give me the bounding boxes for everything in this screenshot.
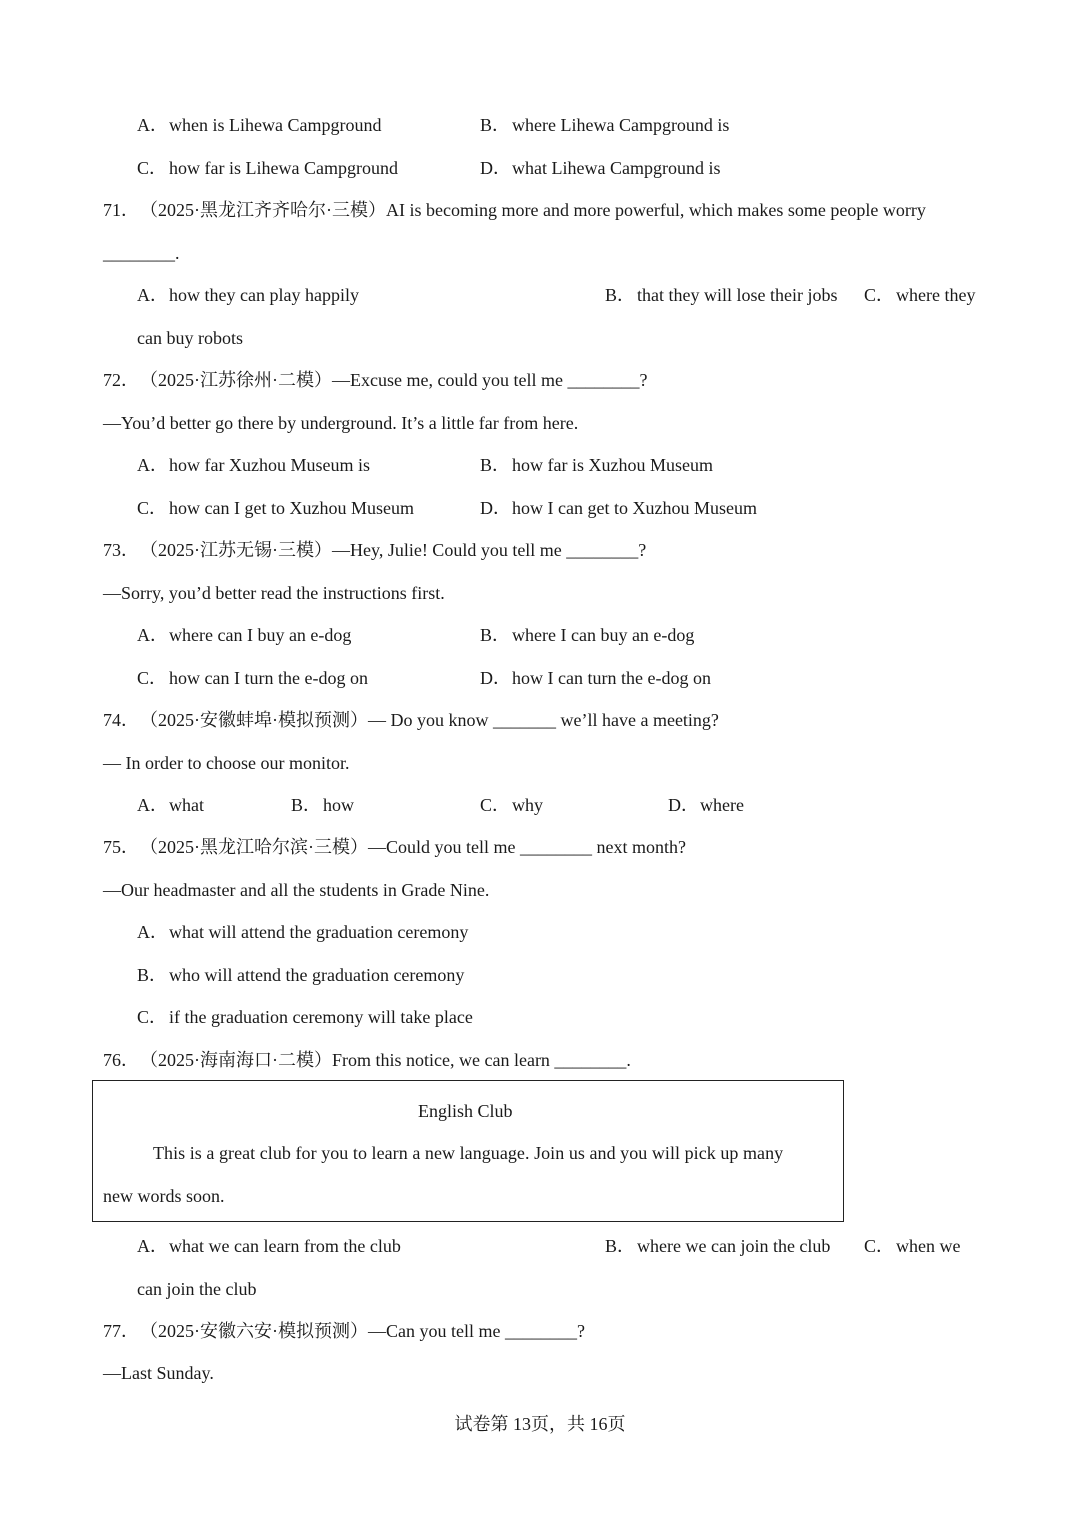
q71-option-c-cont: can buy robots bbox=[137, 328, 243, 348]
q72-stem: 72． （2025·江苏徐州·二模）—Excuse me, could you tell me ________? bbox=[103, 370, 648, 390]
question-source: （2025·黑龙江哈尔滨·三模） bbox=[149, 837, 368, 857]
question-number: 75． bbox=[103, 837, 139, 857]
q72-reply: —You’d better go there by underground. It’s a little far from here. bbox=[103, 413, 579, 433]
notice-body-line1: This is a great club for you to learn a new language. Join us and you will pick up many bbox=[153, 1143, 784, 1163]
q76-option-b: B． where we can join the club bbox=[605, 1236, 831, 1256]
q74-stem: 74． （2025·安徽蚌埠·模拟预测）— Do you know _______ we’ll have a meeting? bbox=[103, 710, 719, 730]
q74-reply: — In order to choose our monitor. bbox=[103, 753, 350, 773]
q70-option-c: C． how far is Lihewa Campground bbox=[137, 158, 398, 178]
q73-reply: —Sorry, you’d better read the instructions first. bbox=[103, 583, 445, 603]
q75-stem: 75． （2025·黑龙江哈尔滨·三模）—Could you tell me ________ next month? bbox=[103, 837, 686, 857]
page-footer: 试卷第 13页，共 16页 bbox=[454, 1414, 626, 1434]
notice-body-line2: new words soon. bbox=[103, 1186, 225, 1206]
question-source: （2025·黑龙江齐齐哈尔·三模） bbox=[149, 200, 386, 220]
q76-option-a: A．what we can learn from the club bbox=[137, 1236, 401, 1256]
q76-stem: 76． （2025·海南海口·二模）From this notice, we can learn ________. bbox=[103, 1050, 631, 1070]
q74-option-c: C． why bbox=[480, 795, 543, 815]
question-number: 77． bbox=[103, 1321, 139, 1341]
q70-option-b: B． where Lihewa Campground is bbox=[480, 115, 730, 135]
q75-option-a: A．what will attend the graduation ceremony bbox=[137, 922, 469, 942]
question-number: 76． bbox=[103, 1050, 139, 1070]
question-source: （2025·江苏徐州·二模） bbox=[149, 370, 332, 390]
q77-stem: 77． （2025·安徽六安·模拟预测）—Can you tell me ________? bbox=[103, 1321, 585, 1341]
q73-stem: 73． （2025·江苏无锡·三模）—Hey, Julie! Could you tell me ________? bbox=[103, 540, 647, 560]
question-number: 72． bbox=[103, 370, 139, 390]
question-number: 73． bbox=[103, 540, 139, 560]
q71-stem-cont: ________. bbox=[103, 243, 180, 263]
q73-option-a: A．where can I buy an e-dog bbox=[137, 625, 352, 645]
q75-option-b: B． who will attend the graduation ceremony bbox=[137, 965, 465, 985]
question-source: （2025·安徽六安·模拟预测） bbox=[149, 1321, 368, 1341]
q71-stem: 71． （2025·黑龙江齐齐哈尔·三模）AI is becoming more and more powerful, which makes some people worry bbox=[103, 200, 926, 220]
question-source: （2025·海南海口·二模） bbox=[149, 1050, 332, 1070]
question-source: （2025·安徽蚌埠·模拟预测） bbox=[149, 710, 368, 730]
q72-option-c: C． how can I get to Xuzhou Museum bbox=[137, 498, 414, 518]
q70-option-d: D．what Lihewa Campground is bbox=[480, 158, 721, 178]
q76-option-c: C． when we bbox=[864, 1236, 961, 1256]
q72-option-d: D．how I can get to Xuzhou Museum bbox=[480, 498, 757, 518]
q74-option-a: A．what bbox=[137, 795, 204, 815]
q73-option-b: B． where I can buy an e-dog bbox=[480, 625, 695, 645]
q71-option-a: A．how they can play happily bbox=[137, 285, 359, 305]
q72-option-a: A．how far Xuzhou Museum is bbox=[137, 455, 370, 475]
q76-option-c-cont: can join the club bbox=[137, 1279, 257, 1299]
question-number: 74． bbox=[103, 710, 139, 730]
notice-title: English Club bbox=[418, 1101, 513, 1121]
q75-reply: —Our headmaster and all the students in Grade Nine. bbox=[103, 880, 490, 900]
q74-option-b: B． how bbox=[291, 795, 354, 815]
q77-reply: —Last Sunday. bbox=[103, 1363, 214, 1383]
q70-option-a: A．when is Lihewa Campground bbox=[137, 115, 382, 135]
q73-option-c: C． how can I turn the e-dog on bbox=[137, 668, 368, 688]
q71-option-c: C． where they bbox=[864, 285, 976, 305]
q73-option-d: D．how I can turn the e-dog on bbox=[480, 668, 711, 688]
question-number: 71． bbox=[103, 200, 139, 220]
q74-option-d: D．where bbox=[668, 795, 744, 815]
question-source: （2025·江苏无锡·三模） bbox=[149, 540, 332, 560]
q72-option-b: B． how far is Xuzhou Museum bbox=[480, 455, 713, 475]
q75-option-c: C． if the graduation ceremony will take place bbox=[137, 1007, 473, 1027]
q71-option-b: B． that they will lose their jobs bbox=[605, 285, 838, 305]
